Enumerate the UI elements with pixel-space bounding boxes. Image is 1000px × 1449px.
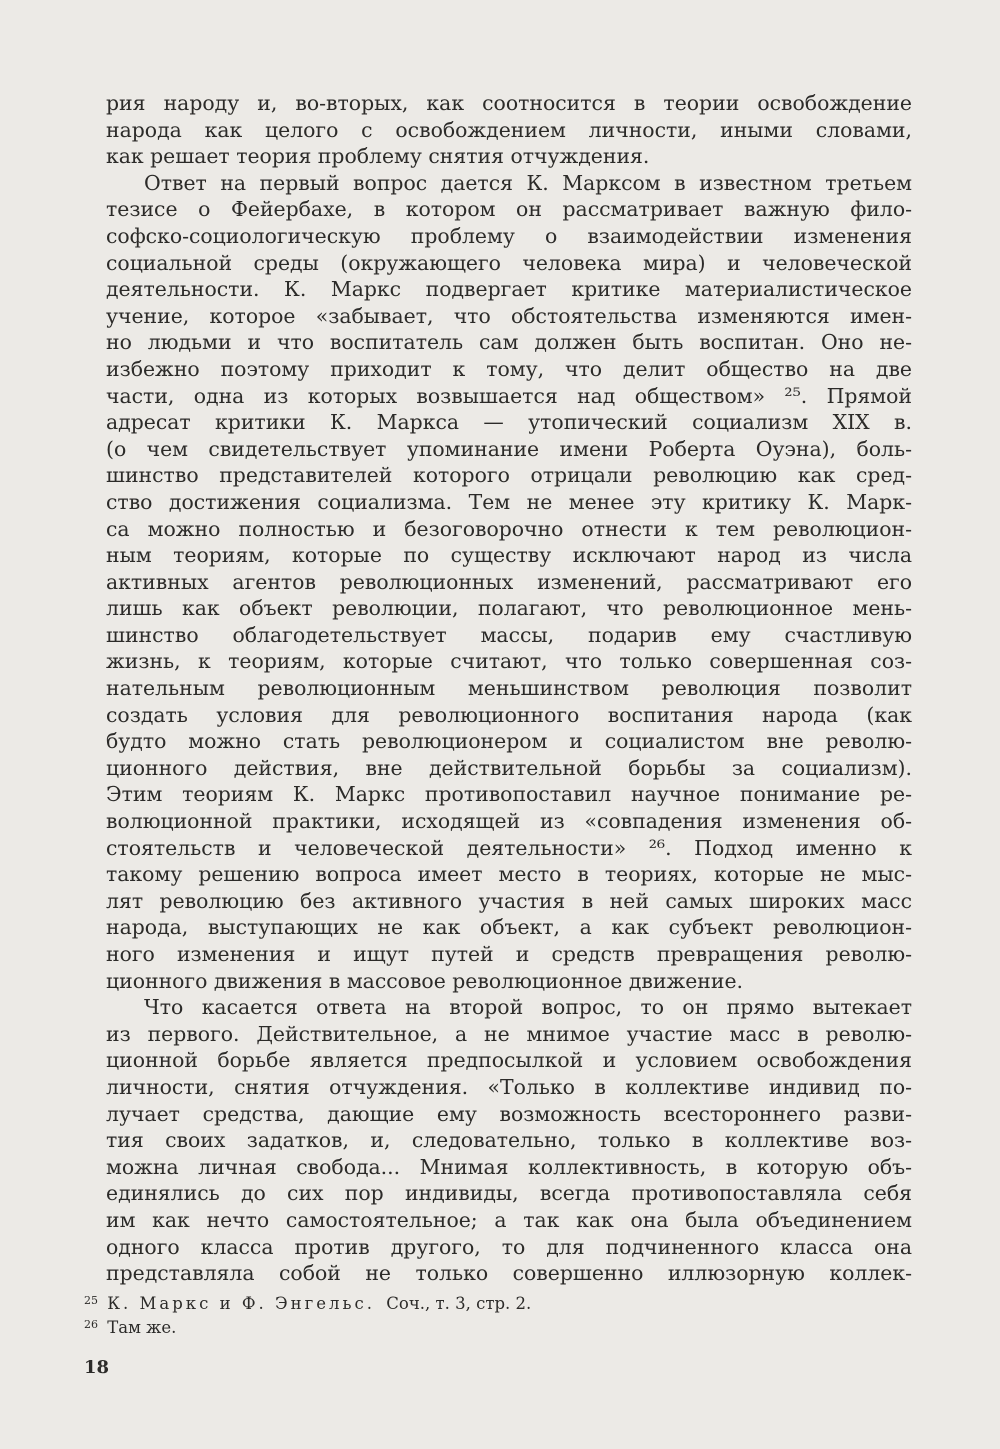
text-line: представляла собой не только совершенно иллюзорную коллек- (106, 1261, 912, 1286)
text-line: деятельности. К. Маркс подвергает критике материалистическое (106, 277, 912, 302)
text-line: са можно полностью и безоговорочно отнести к тем революцион- (106, 516, 912, 541)
text-line: тия своих задатков, и, следовательно, только в коллективе воз- (106, 1128, 912, 1153)
text-line: (о чем свидетельствует упоминание имени Роберта Оуэна), боль- (106, 436, 912, 461)
text-line: социальной среды (окружающего человека мира) и человеческой (106, 250, 912, 275)
footnotes (84, 1290, 904, 1338)
text-line: рия народу и, во-вторых, как соотносится в теории освобождение (106, 91, 912, 115)
footnote-mark: 26 (84, 1318, 98, 1331)
text-line: нательным революционным меньшинством революция позволит (106, 676, 912, 701)
text-line: ство достижения социализма. Тем не менее эту критику К. Марк- (106, 489, 912, 514)
text-line: единялись до сих пор индивиды, всегда противопоставляла себя (106, 1181, 912, 1206)
text-line: части, одна из которых возвышается над обществом» ²⁵. Прямой (106, 383, 912, 408)
footnote (84, 1290, 904, 1314)
text-line: Этим теориям К. Маркс противопоставил научное понимание ре- (106, 782, 912, 807)
text-line: избежно поэтому приходит к тому, что делит общество на две (106, 356, 912, 381)
text-line: Ответ на первый вопрос дается К. Марксом в известном третьем (144, 170, 912, 195)
text-line: лят революцию без активного участия в ней самых широких масс (106, 888, 912, 913)
text-line: ционного действия, вне действительной борьбы за социализм). (106, 755, 912, 780)
text-line: ным теориям, которые по существу исключают народ из числа (106, 543, 912, 568)
text-line: ного изменения и ищут путей и средств превращения револю- (106, 942, 912, 966)
text-line: народа, выступающих не как объект, а как субъект революцион- (106, 915, 912, 940)
text-line: шинство представителей которого отрицали революцию как сред- (106, 463, 912, 488)
footnote-author: К. Маркс и Ф. Энгельс. (107, 1294, 376, 1313)
text-line: волюционной практики, исходящей из «совпадения изменения об- (106, 809, 912, 834)
text-line: ционной борьбе является предпосылкой и условием освобождения (106, 1048, 912, 1073)
text-line: шинство облагодетельствует массы, подарив ему счастливую (106, 622, 912, 647)
text-line: народа как целого с освобождением личности, иными словами, (106, 117, 912, 142)
text-line: активных агентов революционных изменений, рассматривают его (106, 569, 912, 594)
footnote (84, 1314, 904, 1338)
text-line: из первого. Действительное, а не мнимое участие масс в револю- (106, 1021, 912, 1046)
footnote-text: Соч., т. 3, стр. 2. (386, 1294, 532, 1313)
text-line: Что касается ответа на второй вопрос, то он прямо вытекает (144, 995, 912, 1020)
body-text (106, 90, 912, 1287)
text-line: можна личная свобода... Мнимая коллективность, в которую объ- (106, 1154, 912, 1179)
text-line: будто можно стать революционером и социалистом вне револю- (106, 729, 912, 754)
text-line: одного класса против другого, то для подчиненного класса она (106, 1234, 912, 1259)
text-line: тезисе о Фейербахе, в котором он рассматривает важную фило- (106, 197, 912, 222)
text-line: адресат критики К. Маркса — утопический социализм XIX в. (106, 410, 912, 435)
text-line: но людьми и что воспитатель сам должен быть воспитан. Оно не- (106, 330, 912, 355)
text-line: личности, снятия отчуждения. «Только в коллективе индивид по- (106, 1074, 912, 1099)
text-line: создать условия для революционного воспитания народа (как (106, 702, 912, 727)
footnote-text: Там же. (107, 1318, 177, 1337)
text-line: лучает средства, дающие ему возможность всестороннего разви- (106, 1101, 912, 1126)
text-line: лишь как объект революции, полагают, что революционное мень- (106, 596, 912, 621)
text-line: учение, которое «забывает, что обстоятельства изменяются имен- (106, 303, 912, 328)
text-line: такому решению вопроса имеет место в теориях, которые не мыс- (106, 862, 912, 887)
text-line: стоятельств и человеческой деятельности» ²⁶. Подход именно к (106, 835, 912, 860)
text-line: как решает теория проблему снятия отчуждения. (106, 144, 650, 169)
page-number: 18 (84, 1357, 110, 1378)
text-line: им как нечто самостоятельное; а так как она была объединением (106, 1207, 912, 1232)
footnote-mark: 25 (84, 1294, 98, 1307)
text-line: ционного движения в массовое революционное движение. (106, 968, 743, 993)
text-line: софско-социологическую проблему о взаимодействии изменения (106, 223, 912, 248)
text-line: жизнь, к теориям, которые считают, что только совершенная соз- (106, 649, 912, 674)
